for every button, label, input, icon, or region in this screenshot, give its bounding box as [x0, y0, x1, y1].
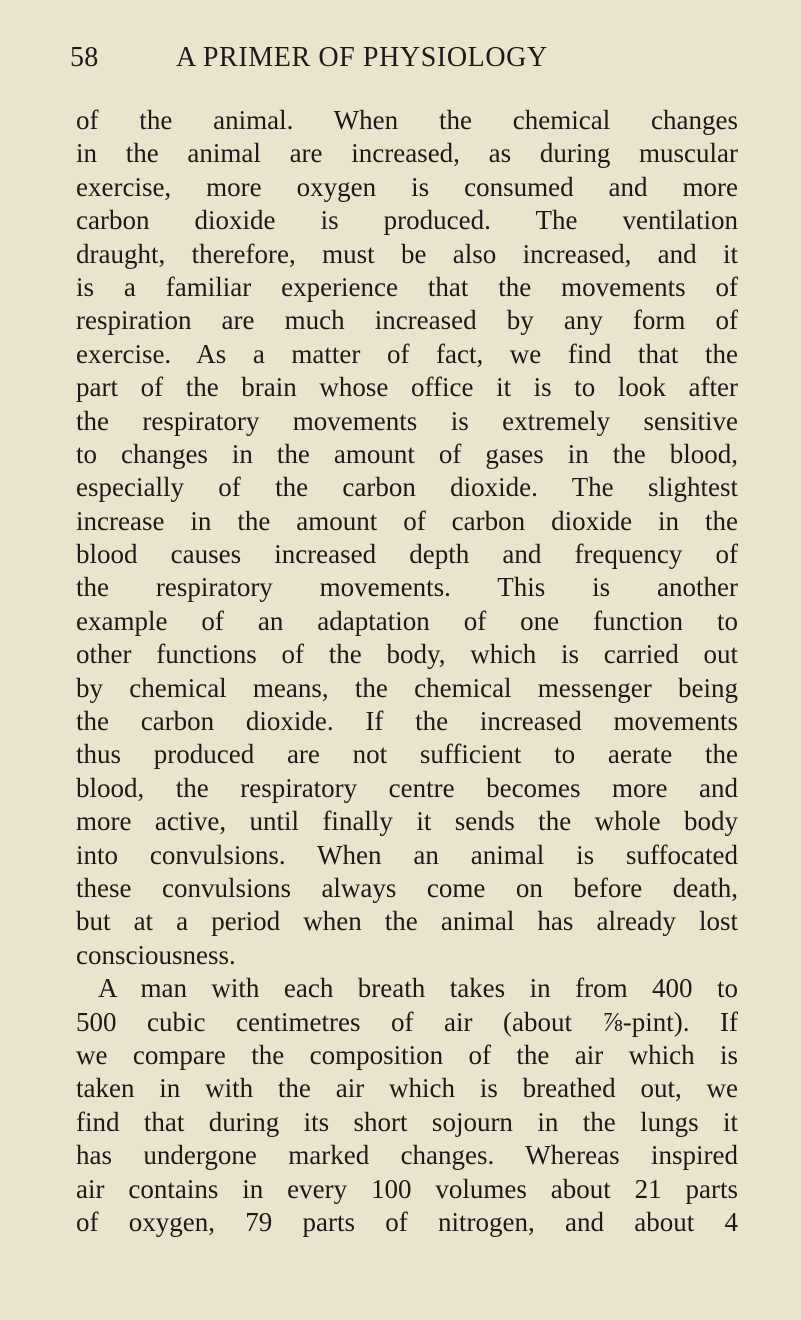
text-line: respiration are much increased by any form of: [76, 305, 738, 336]
page-number: 58: [70, 42, 99, 73]
text-line: increase in the amount of carbon dioxide in the: [76, 505, 738, 536]
text-line: air contains in every 100 volumes about 21 parts: [76, 1173, 738, 1204]
text-line: in the animal are increased, as during muscular: [76, 138, 738, 169]
text-line: 500 cubic centimetres of air (about ⅞-pint). If: [76, 1006, 738, 1037]
paragraph-start-line: A man with each breath takes in from 400 to: [98, 973, 738, 1004]
text-line: of oxygen, 79 parts of nitrogen, and about 4: [76, 1206, 738, 1237]
text-line: by chemical means, the chemical messenger being: [76, 672, 738, 703]
book-title: A PRIMER OF PHYSIOLOGY: [176, 42, 548, 73]
text-line: the respiratory movements. This is another: [76, 572, 738, 603]
text-line: draught, therefore, must be also increased, and it: [76, 238, 738, 269]
text-line: especially of the carbon dioxide. The slightest: [76, 472, 738, 503]
text-line: other functions of the body, which is carried out: [76, 639, 738, 670]
text-line: carbon dioxide is produced. The ventilation: [76, 205, 738, 236]
text-line: the carbon dioxide. If the increased movements: [76, 706, 738, 737]
text-line: into convulsions. When an animal is suffocated: [76, 839, 738, 870]
text-line: we compare the composition of the air which is: [76, 1039, 738, 1070]
paragraph-end-line: consciousness.: [76, 939, 236, 970]
text-line: the respiratory movements is extremely sensitive: [76, 405, 738, 436]
text-line: taken in with the air which is breathed out, we: [76, 1073, 738, 1104]
text-line: blood, the respiratory centre becomes more and: [76, 772, 738, 803]
text-line: exercise. As a matter of fact, we find that the: [76, 338, 738, 369]
text-line: part of the brain whose office it is to look after: [76, 372, 738, 403]
text-line: find that during its short sojourn in the lungs it: [76, 1106, 738, 1137]
text-line: example of an adaptation of one function to: [76, 605, 738, 636]
text-line: but at a period when the animal has already lost: [76, 906, 738, 937]
text-line: thus produced are not sufficient to aerate the: [76, 739, 738, 770]
text-line: to changes in the amount of gases in the blood,: [76, 438, 738, 469]
text-line: of the animal. When the chemical changes: [76, 105, 738, 135]
text-line: has undergone marked changes. Whereas inspired: [76, 1140, 738, 1171]
running-head: [70, 38, 730, 78]
text-line: is a familiar experience that the movements of: [76, 271, 738, 302]
body-text: [76, 104, 738, 1239]
text-line: more active, until finally it sends the whole body: [76, 806, 738, 837]
text-line: these convulsions always come on before death,: [76, 872, 738, 903]
text-line: exercise, more oxygen is consumed and more: [76, 171, 738, 202]
text-line: blood causes increased depth and frequency of: [76, 539, 738, 570]
